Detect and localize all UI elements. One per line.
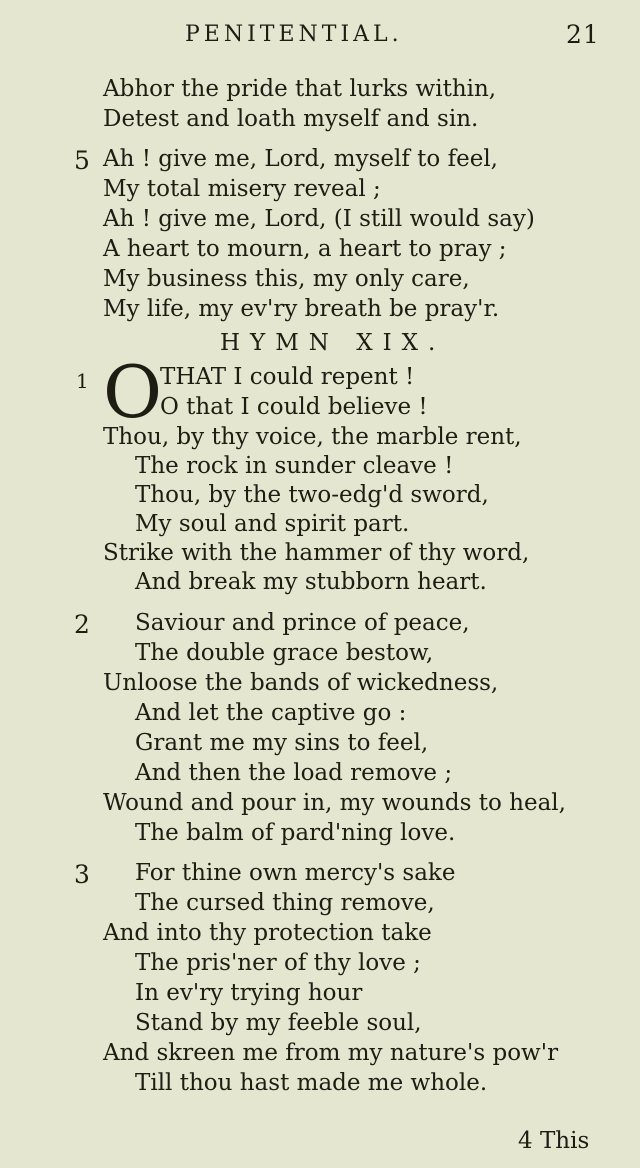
verse-line: And into thy protection take xyxy=(103,920,432,946)
verse-line: And let the captive go : xyxy=(135,700,407,726)
verse-line: The pris'ner of thy love ; xyxy=(135,950,421,976)
verse-line: And break my stubborn heart. xyxy=(135,569,487,595)
verse-line: Saviour and prince of peace, xyxy=(135,610,470,636)
verse-line: The double grace bestow, xyxy=(135,640,434,666)
verse-line: Grant me my sins to feel, xyxy=(135,730,429,756)
verse-line: Unloose the bands of wickedness, xyxy=(103,670,499,696)
stanza-number: 2 xyxy=(74,610,90,639)
verse-line: Ah ! give me, Lord, myself to feel, xyxy=(103,146,498,172)
verse-line: A heart to mourn, a heart to pray ; xyxy=(103,236,507,262)
verse-line: And skreen me from my nature's pow'r xyxy=(103,1040,559,1066)
verse-line: My life, my ev'ry breath be pray'r. xyxy=(103,296,500,322)
verse-line: For thine own mercy's sake xyxy=(135,860,456,886)
verse-line: Stand by my feeble soul, xyxy=(135,1010,422,1036)
verse-line: The balm of pard'ning love. xyxy=(135,820,456,846)
verse-line: Thou, by thy voice, the marble rent, xyxy=(103,424,522,450)
verse-line: My total misery reveal ; xyxy=(103,176,381,202)
stanza-number: 3 xyxy=(74,860,90,889)
verse-line: Abhor the pride that lurks within, xyxy=(103,76,497,102)
verse-line: O that I could believe ! xyxy=(160,394,428,420)
verse-line: My soul and spirit part. xyxy=(135,511,410,537)
verse-line: Strike with the hammer of thy word, xyxy=(103,540,530,566)
running-title: PENITENTIAL. xyxy=(185,22,403,47)
page-number: 21 xyxy=(566,20,600,49)
verse-line: Ah ! give me, Lord, (I still would say) xyxy=(103,206,535,232)
verse-line: In ev'ry trying hour xyxy=(135,980,363,1006)
verse-line: Wound and pour in, my wounds to heal, xyxy=(103,790,566,816)
drop-cap: O xyxy=(103,350,163,434)
verse-line: Thou, by the two-edg'd sword, xyxy=(135,482,489,508)
verse-line: The rock in sunder cleave ! xyxy=(135,453,454,479)
verse-line: And then the load remove ; xyxy=(135,760,453,786)
verse-line: Till thou hast made me whole. xyxy=(135,1070,488,1096)
verse-line: THAT I could repent ! xyxy=(160,364,415,390)
verse-line: Detest and loath myself and sin. xyxy=(103,106,479,132)
stanza-number: 1 xyxy=(76,369,89,393)
verse-line: The cursed thing remove, xyxy=(135,890,435,916)
verse-line: My business this, my only care, xyxy=(103,266,470,292)
catchword: 4 This xyxy=(518,1128,590,1154)
stanza-number: 5 xyxy=(74,146,90,175)
hymn-title: HYMN XIX. xyxy=(220,330,446,356)
